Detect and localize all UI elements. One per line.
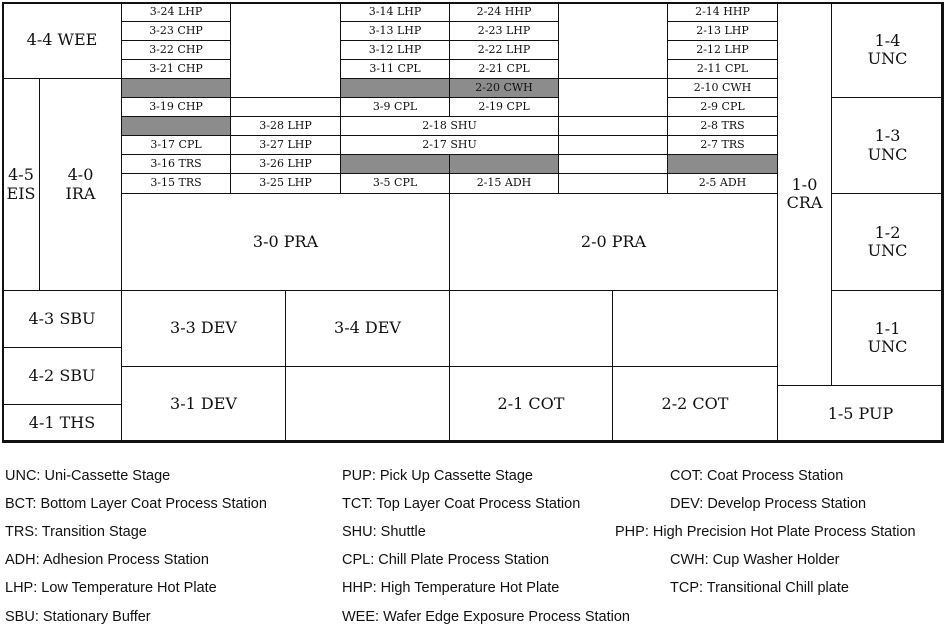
slot-empty [449,154,559,174]
legend-sbu: SBU: Stationary Buffer [5,609,151,625]
slot-chp_3_22: 3-22 CHP [121,40,231,60]
legend-wee: WEE: Wafer Edge Exposure Process Station [342,609,630,625]
legend-lhp: LHP: Low Temperature Hot Plate [5,580,217,596]
slot-chp_3_19: 3-19 CHP [121,97,231,117]
slot-lhp_3_24: 3-24 LHP [121,2,231,22]
shuttle-2-18: 2-18 SHU [340,116,559,136]
slot-cpl_3_11: 3-11 CPL [340,59,450,79]
slot-empty [449,290,613,367]
slot-empty [667,154,778,174]
station-1-3-unc: 1-3 UNC [831,97,944,194]
legend-tcp: TCP: Transitional Chill plate [670,580,849,596]
station-4-3-sbu: 4-3 SBU [2,290,122,348]
slot-cwh_2_10: 2-10 CWH [667,78,778,98]
legend-tct: TCT: Top Layer Coat Process Station [342,496,581,512]
station-3-3-dev: 3-3 DEV [121,290,286,367]
legend-shu: SHU: Shuttle [342,524,426,540]
slot-empty [558,135,668,155]
slot-empty [558,2,668,79]
shuttle-2-17: 2-17 SHU [340,135,559,155]
slot-trs_3_15: 3-15 TRS [121,173,231,194]
slot-empty [612,290,778,367]
slot-cpl_2_21: 2-21 CPL [449,59,559,79]
slot-chp_3_23: 3-23 CHP [121,21,231,41]
slot-empty [558,116,668,136]
station-3-1-dev: 3-1 DEV [121,366,286,443]
slot-hhp_2_14: 2-14 HHP [667,2,778,22]
legend-pup: PUP: Pick Up Cassette Stage [342,468,533,484]
slot-lhp_2_12: 2-12 LHP [667,40,778,60]
slot-lhp_2_23: 2-23 LHP [449,21,559,41]
station-1-4-unc: 1-4 UNC [831,2,944,98]
slot-cpl_2_11: 2-11 CPL [667,59,778,79]
slot-cpl_3_17: 3-17 CPL [121,135,231,155]
legend-hhp: HHP: High Temperature Hot Plate [342,580,560,596]
slot-lhp_3_28: 3-28 LHP [230,116,341,136]
station-3-0-pra: 3-0 PRA [121,193,450,291]
slot-cpl_3_9: 3-9 CPL [340,97,450,117]
slot-empty [121,78,231,98]
slot-empty [340,154,450,174]
slot-empty [121,116,231,136]
station-4-1-ths: 4-1 THS [2,404,122,443]
slot-lhp_3_26: 3-26 LHP [230,154,341,174]
station-2-2-cot: 2-2 COT [612,366,778,443]
slot-trs_2_8: 2-8 TRS [667,116,778,136]
slot-adh_2_5: 2-5 ADH [667,173,778,194]
slot-hhp_2_24: 2-24 HHP [449,2,559,22]
slot-empty [340,78,450,98]
station-2-1-cot: 2-1 COT [449,366,613,443]
legend-bct: BCT: Bottom Layer Coat Process Station [5,496,267,512]
slot-lhp_2_13: 2-13 LHP [667,21,778,41]
slot-trs_3_16: 3-16 TRS [121,154,231,174]
station-1-5-pup: 1-5 PUP [777,385,944,443]
legend-cwh: CWH: Cup Washer Holder [670,552,840,568]
legend-cot: COT: Coat Process Station [670,468,844,484]
slot-lhp_3_27: 3-27 LHP [230,135,341,155]
slot-lhp_2_22: 2-22 LHP [449,40,559,60]
station-1-1-unc: 1-1 UNC [831,290,944,386]
legend-unc: UNC: Uni-Cassette Stage [5,468,171,484]
slot-lhp_3_12: 3-12 LHP [340,40,450,60]
station-4-5-eis: 4-5 EIS [2,78,40,291]
station-1-2-unc: 1-2 UNC [831,193,944,291]
slot-lhp_3_14: 3-14 LHP [340,2,450,22]
station-1-0-cra: 1-0 CRA [777,2,832,386]
slot-empty [285,366,450,443]
slot-adh_2_15: 2-15 ADH [449,173,559,194]
slot-empty [558,154,668,174]
station-4-0-ira: 4-0 IRA [39,78,122,291]
legend-php: PHP: High Precision Hot Plate Process Station [615,524,916,540]
legend-cpl: CPL: Chill Plate Process Station [342,552,550,568]
slot-empty [230,2,341,98]
slot-empty [558,78,668,117]
slot-chp_3_21: 3-21 CHP [121,59,231,79]
legend-dev: DEV: Develop Process Station [670,496,867,512]
station-3-4-dev: 3-4 DEV [285,290,450,367]
slot-lhp_3_13: 3-13 LHP [340,21,450,41]
legend-adh: ADH: Adhesion Process Station [5,552,209,568]
slot-cpl_2_9: 2-9 CPL [667,97,778,117]
station-4-2-sbu: 4-2 SBU [2,347,122,405]
slot-cpl_2_19: 2-19 CPL [449,97,559,117]
slot-trs_2_7: 2-7 TRS [667,135,778,155]
station-2-0-pra: 2-0 PRA [449,193,778,291]
station-4-4-wee: 4-4 WEE [2,2,122,79]
slot-cpl_3_5: 3-5 CPL [340,173,450,194]
slot-lhp_3_25: 3-25 LHP [230,173,341,194]
legend-trs: TRS: Transition Stage [5,524,147,540]
slot-empty [230,97,341,117]
slot-empty [558,173,668,194]
slot-cwh_2_20: 2-20 CWH [449,78,559,98]
